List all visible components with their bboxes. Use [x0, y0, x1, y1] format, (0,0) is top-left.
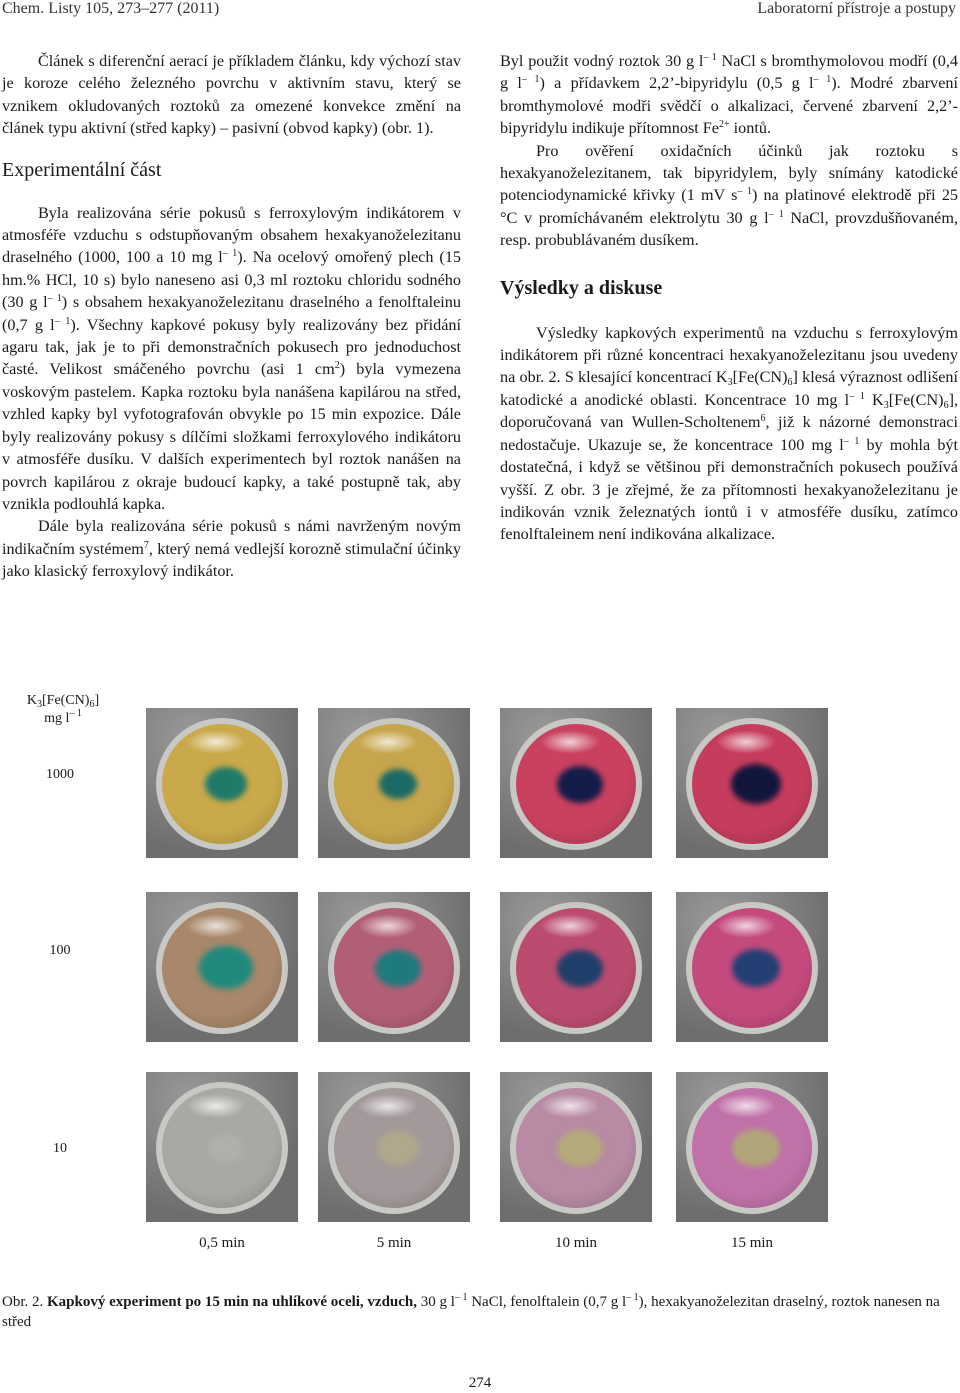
right-column — [500, 50, 958, 546]
concentration-column-heading: $K_3[Fe(CN)_6]$ mg $l^{- 1}$ — [26, 693, 100, 726]
section-title-results: Výsledky a diskuse — [500, 276, 663, 299]
page-number: 274 — [468, 1375, 492, 1391]
drop-photo — [318, 892, 470, 1042]
figure-caption: Obr. 2. Kapkový experiment po 15 min na uhlíkové oceli, vzduch, 30 g $l^{- 1}$ NaCl, fenolftalein (0,7 g $l^{- 1}$), hexakyanoželezitan draselný, roztok nanesen na střed — [2, 1292, 940, 1330]
drop-photo — [318, 1072, 470, 1222]
section-title-experimental: Experimentální část — [2, 158, 162, 181]
experimental-paragraph-1: Byla realizována série pokusů s ferroxylovým indikátorem v atmosféře vzduchu s odstupňovaným obsahem hexakyanoželezitanu draselného (1000, 100 a 10 mg $l^{- 1}$). Na ocelový omořený plech (15 hm.% HCl, 10 s) bylo naneseno asi 0,3 ml roztoku chloridu sodného (30 g $l^{- 1}$) s obsahem hexakyanoželezitanu draselného a fenolftaleinu (0,7 g $l^{- 1}$). Všechny kapkové pokusy byly realizovány bez přidání agaru tak, jak je to při demonstračních pokusech pro jednoduchost časté. Velikost smáčeného povrchu (asi 1 $cm^2$) byla vymezena voskovým pastelem. Kapka roztoku byla nanášena kapilárou na střed, vzhled kapky byl vyfotografován obvykle po 15 min expozice. Dále byly realizovány pokusy s dílčími složkami ferroxylového indikátoru v atmosféře dusíku. V dalších experimentech byl roztok nanášen na povrch kapilárou z okraje budoucí kapky, a také postupně tak, aby vznikla podlouhlá kapka. — [2, 203, 462, 513]
row-label-concentration: 10 — [53, 1141, 67, 1156]
row-label-concentration: 1000 — [46, 767, 74, 782]
drop-photo — [500, 1072, 652, 1222]
running-header-citation: Chem. Listy 105, 273–277 (2011) — [2, 0, 220, 17]
left-column — [2, 50, 461, 583]
intro-paragraph: Článek s diferenční aerací je příkladem článku, kdy výchozí stav je koroze celého železného povrchu v aktivním stavu, který se vznikem okludovaných roztoků za omezené konvekce změní na článek typu aktivní (střed kapky) – pasivní (obvod kapky) (obr. 1). — [2, 52, 461, 138]
drop-photo — [318, 708, 470, 858]
time-label: 0,5 min — [199, 1235, 245, 1251]
row-label-concentration: 100 — [49, 943, 71, 958]
drop-photo — [500, 708, 652, 858]
time-label: 10 min — [554, 1235, 598, 1251]
figure-2-drop-grid — [0, 688, 960, 1258]
drop-photo — [676, 1072, 828, 1222]
oxidation-paragraph: Pro ověření oxidačních účinků jak roztoku s hexakyanoželezitanem, tak bipyridylem, byly snímány katodické potenciodynamické křivky (1 mV $s^{- 1}$) na platinové elektrodě při 25 °C v promíchávaném elektrolytu 30 g $l^{- 1}$ NaCl, provzdušňovaném, resp. probublávaném dusíkem. — [500, 141, 959, 250]
drop-photo — [676, 708, 828, 858]
experimental-paragraph-2: Dále byla realizována série pokusů s námi navrženým novým indikačním systémem$^7$, který nemá vedlejší korozně stimulační účinky jako klasický ferroxylový indikátor. — [2, 517, 461, 581]
running-header-section: Laboratorní přístroje a postupy — [757, 0, 956, 17]
results-paragraph: Výsledky kapkových experimentů na vzduchu s ferroxylovým indikátorem při různé koncentraci hexakyanoželezitanu jsou uvedeny na obr. 2. S klesající koncentrací $K_3[Fe(CN)_6]$ klesá výraznost odlišení katodické a anodické oblasti. Koncentrace 10 mg $l^{- 1}$ $K_3[Fe(CN)_6]$, doporučovaná van Wullen-Scholtenem$^6$, již k názorné demonstraci nedostačuje. Ukazuje se, že koncentrace 100 mg $l^{- 1}$ by mohla být dostatečná, i když se většinou při demonstračních pokusech používá vyšší. Z obr. 3 je zřejmé, že za přítomnosti hexakyanoželezitanu je indikován vznik železnatých iontů i v atmosféře dusíku, zatímco fenolftaleinem není indikována alkalizace. — [500, 323, 959, 544]
time-label: 15 min — [730, 1235, 774, 1251]
drop-photo — [146, 708, 298, 858]
reagent-paragraph: Byl použit vodný roztok 30 g $l^{- 1}$ NaCl s bromthymolovou modří (0,4 g $l^{- 1}$) a přídavkem 2,2’-bipyridylu (0,5 g $l^{- 1}$). Modré zbarvení bromthymolové modři svědčí o alkalizaci, červené zbarvení 2,2’-bipyridylu indikuje přítomnost $Fe^{2+}$ iontů. — [500, 52, 959, 138]
drop-photo — [500, 892, 652, 1042]
time-label: 5 min — [376, 1235, 412, 1251]
drop-photo — [146, 892, 298, 1042]
drop-photo — [146, 1072, 298, 1222]
drop-photo — [676, 892, 828, 1042]
